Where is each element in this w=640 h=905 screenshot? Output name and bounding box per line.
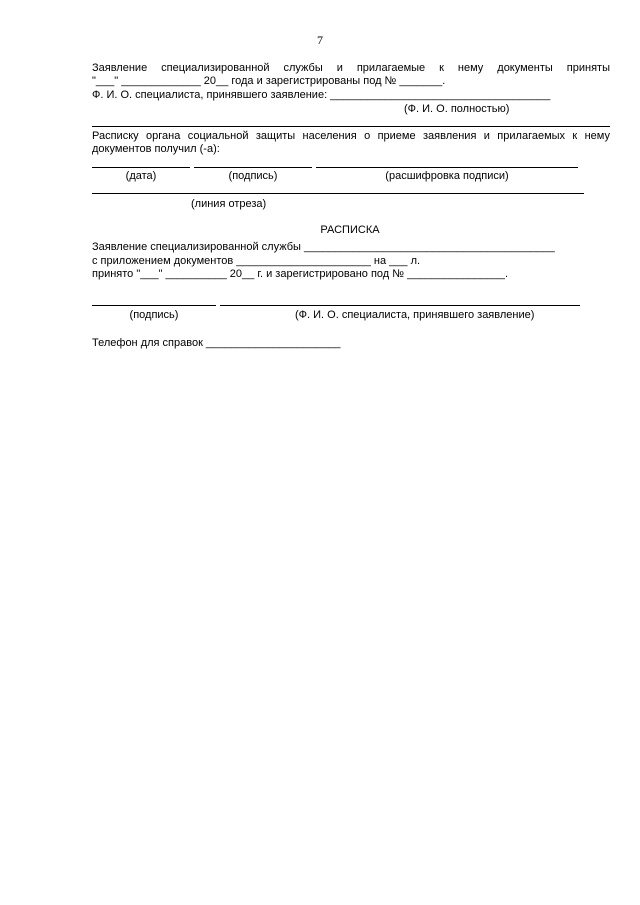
raspiska-line-3: принято "___" __________ 20__ г. и зарегистрировано под № ________________. — [92, 268, 509, 280]
acceptance-line-1: Заявление специализированной службы и прилагаемые к нему документы приняты — [92, 62, 610, 74]
cut-line — [92, 193, 584, 194]
caption-signature: (подпись) — [228, 170, 278, 182]
raspiska-specialist-line — [220, 305, 580, 306]
phone-label: Телефон для справок ______________________ — [92, 337, 341, 349]
acceptance-line-2: "___" _____________ 20__ года и зарегистрированы под № _______. — [92, 75, 446, 87]
raspiska-line-1: Заявление специализированной службы _________________________________________ — [92, 241, 555, 253]
raspiska-caption-specialist: (Ф. И. О. специалиста, принявшего заявление) — [295, 309, 535, 321]
raspiska-caption-signature: (подпись) — [129, 309, 179, 321]
caption-date: (дата) — [125, 170, 157, 182]
decoding-signature-line — [316, 167, 578, 168]
separator-line — [92, 126, 610, 127]
receipt-obtained-line-2: документов получил (-а): — [92, 143, 220, 155]
specialist-label: Ф. И. О. специалиста, принявшего заявление: ____________________________________ — [92, 89, 551, 101]
receipt-obtained-line-1: Расписку органа социальной защиты населения о приеме заявления и прилагаемых к нему — [92, 130, 610, 142]
fio-full-caption: (Ф. И. О. полностью) — [404, 103, 510, 115]
cut-line-caption: (линия отреза) — [191, 198, 267, 210]
raspiska-title: РАСПИСКА — [320, 224, 380, 236]
date-signature-line — [92, 167, 190, 168]
raspiska-line-2: с приложением документов ______________________ на ___ л. — [92, 255, 421, 267]
signature-line — [194, 167, 312, 168]
page-number: 7 — [317, 33, 323, 47]
caption-decoding: (расшифровка подписи) — [385, 170, 509, 182]
raspiska-signature-line — [92, 305, 216, 306]
